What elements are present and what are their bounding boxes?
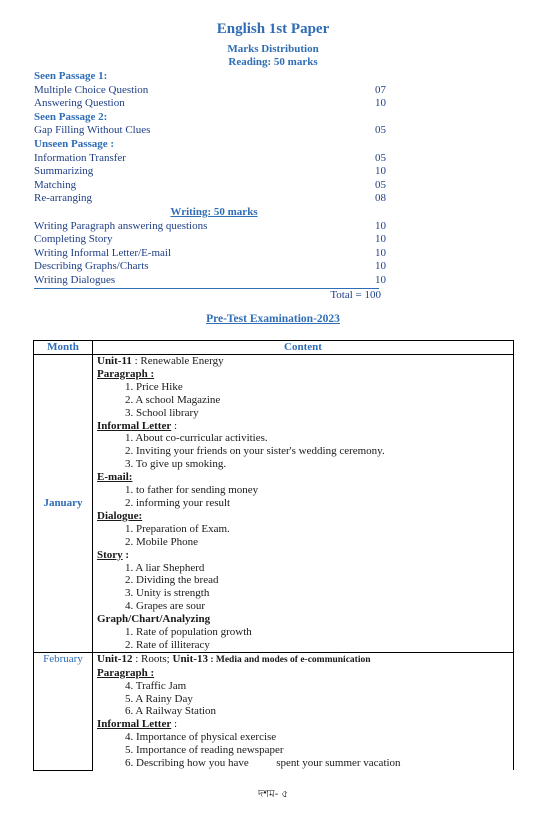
unit-line: Unit-12 : Roots; Unit-13 : Media and modes of e-communication (97, 652, 371, 665)
list-item: 3. To give up smoking. (125, 458, 227, 471)
list-item: 4. Grapes are sour (125, 600, 206, 613)
marks-row: Re-arranging 08 (34, 192, 386, 205)
marks-distribution (34, 70, 394, 303)
list-item: 2. informing your result (125, 496, 231, 509)
list-item: 1. A liar Shepherd (125, 561, 205, 574)
list-item: 5. Importance of reading newspaper (125, 744, 284, 757)
marks-row: Answering Question 10 (34, 97, 386, 110)
list-item: 3. School library (125, 406, 199, 419)
pretest-heading: Pre-Test Examination-2023 (206, 313, 340, 325)
list-item: 1. About co-curricular activities. (125, 432, 268, 445)
list-item: 1. Preparation of Exam. (125, 522, 230, 535)
marks-row: Describing Graphs/Charts 10 (34, 260, 386, 273)
list-item: 5. A Rainy Day (125, 692, 193, 705)
list-item: 1. Price Hike (125, 380, 183, 393)
seen-passage-1-heading: Seen Passage 1: (34, 70, 108, 82)
list-item: 2. Inviting your friends on your sister's wedding ceremony. (125, 445, 385, 458)
marks-row: Writing Informal Letter/E-mail 10 (34, 246, 386, 259)
marks-row: Matching 05 (34, 178, 386, 191)
month-column-header: Month (34, 341, 93, 355)
content-cell (93, 355, 514, 653)
content-column-header: Content (93, 341, 514, 355)
list-item: 4. Traffic Jam (125, 679, 187, 692)
reading-heading: Reading: 50 marks (228, 56, 318, 68)
section-heading: Dialogue: (97, 509, 143, 522)
page-number: দশম- ৫ (258, 789, 288, 800)
marks-row: Writing Dialogues 10 (34, 274, 379, 289)
content-cell (93, 652, 514, 770)
list-item: 6. Describing how you have spent your summer vacation (125, 757, 401, 770)
total-marks: Total = 100 (330, 288, 381, 301)
list-item: 1. Rate of population growth (125, 626, 252, 639)
section-heading: Informal Letter : (97, 419, 178, 432)
marks-distribution-heading: Marks Distribution (227, 43, 319, 55)
list-item: 2. A school Magazine (125, 393, 221, 406)
marks-row: Multiple Choice Question 07 (34, 83, 386, 96)
month-cell: February (34, 652, 93, 770)
marks-row: Information Transfer 05 (34, 151, 386, 164)
table-row (34, 355, 514, 653)
section-heading: Informal Letter : (97, 718, 178, 731)
list-item: 2. Rate of illiteracy (125, 638, 210, 651)
syllabus-table (33, 340, 514, 771)
marks-row: Writing Paragraph answering questions 10 (34, 219, 386, 232)
writing-heading: Writing: 50 marks (170, 205, 258, 218)
list-item: 6. A Railway Station (125, 705, 217, 718)
list-item: 4. Importance of physical exercise (125, 731, 277, 744)
table-row (34, 652, 514, 770)
section-heading: E-mail: (97, 471, 133, 484)
marks-row: Gap Filling Without Clues 05 (34, 124, 386, 137)
list-item: 1. to father for sending money (125, 484, 259, 497)
section-heading: Story : (97, 548, 130, 561)
marks-row: Summarizing 10 (34, 165, 386, 178)
list-item: 3. Unity is strength (125, 587, 210, 600)
marks-row: Completing Story 10 (34, 233, 386, 246)
section-heading: Paragraph : (97, 367, 155, 380)
section-heading: Paragraph : (97, 666, 155, 679)
section-heading: Graph/Chart/Analyzing (97, 613, 211, 626)
list-item: 2. Dividing the bread (125, 574, 219, 587)
unit-line: Unit-11 : Renewable Energy (97, 355, 224, 367)
seen-passage-2-heading: Seen Passage 2: (34, 110, 108, 123)
table-header-row (34, 341, 514, 355)
page-title: English 1st Paper (216, 21, 330, 37)
unseen-passage-heading: Unseen Passage : (34, 137, 115, 150)
month-cell: January (34, 355, 93, 653)
list-item: 2. Mobile Phone (125, 535, 199, 548)
